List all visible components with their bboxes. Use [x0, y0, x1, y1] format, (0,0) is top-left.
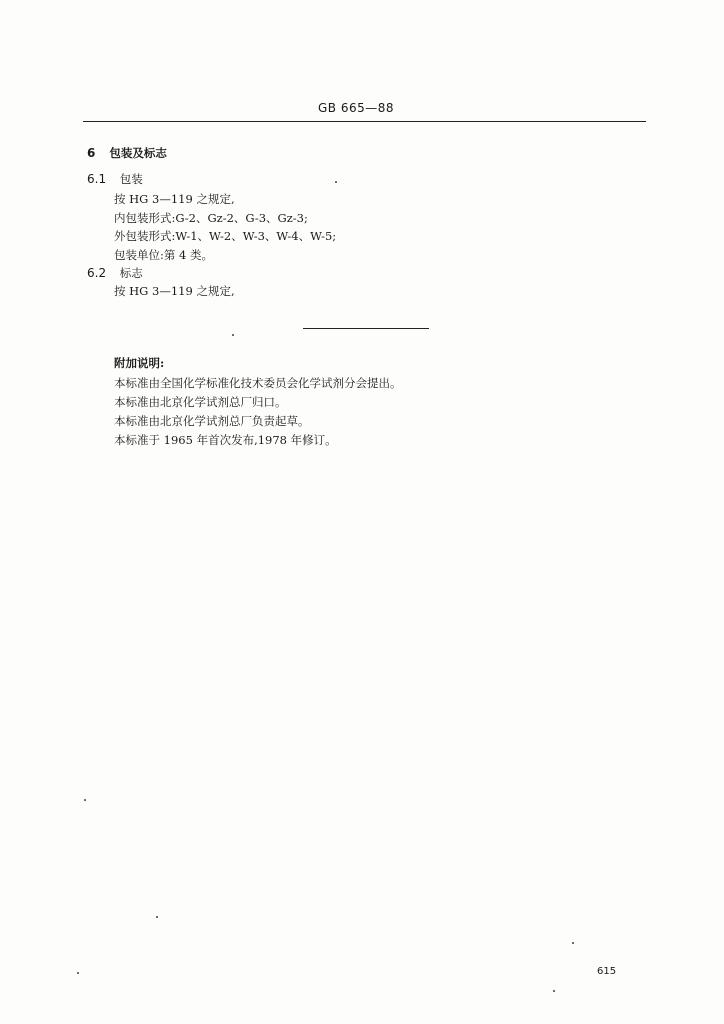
section-6-1-line: 按 HG 3—119 之规定, — [114, 192, 235, 206]
section-6-1-number: 6.1 — [87, 172, 107, 186]
scan-speck — [553, 990, 555, 992]
section-6-2-number: 6.2 — [87, 266, 107, 280]
standard-code-header: GB 665—88 — [318, 101, 395, 115]
scan-speck — [84, 799, 86, 801]
notes-line: 本标准于 1965 年首次发布,1978 年修订。 — [114, 433, 337, 447]
scan-speck — [572, 942, 574, 944]
section-6-2-heading — [87, 267, 143, 280]
scan-speck — [335, 181, 337, 183]
notes-line: 本标准由北京化学试剂总厂负责起草。 — [114, 414, 310, 428]
section-6-2-line: 按 HG 3—119 之规定, — [114, 284, 235, 298]
section-6-1-line: 外包装形式:W-1、W-2、W-3、W-4、W-5; — [114, 229, 337, 243]
section-6-1-title: 包装 — [119, 172, 143, 186]
section-6-1-heading — [87, 173, 143, 186]
notes-heading: 附加说明: — [114, 356, 165, 370]
page-number: 615 — [597, 966, 617, 977]
section-6-2-title: 标志 — [119, 266, 143, 280]
section-6-number: 6 — [87, 146, 96, 160]
scan-speck — [232, 334, 234, 336]
notes-line: 本标准由北京化学试剂总厂归口。 — [114, 395, 287, 409]
end-separator-rule — [303, 328, 429, 329]
scan-speck — [77, 972, 79, 974]
section-6-title: 包装及标志 — [109, 146, 167, 160]
section-6-1-line: 内包装形式:G-2、Gz-2、G-3、Gz-3; — [114, 211, 308, 225]
notes-line: 本标准由全国化学标准化技术委员会化学试剂分会提出。 — [114, 376, 402, 390]
section-6-heading — [87, 147, 167, 160]
scan-speck — [156, 916, 158, 918]
header-rule — [83, 121, 646, 122]
section-6-1-line: 包装单位:第 4 类。 — [114, 248, 214, 262]
